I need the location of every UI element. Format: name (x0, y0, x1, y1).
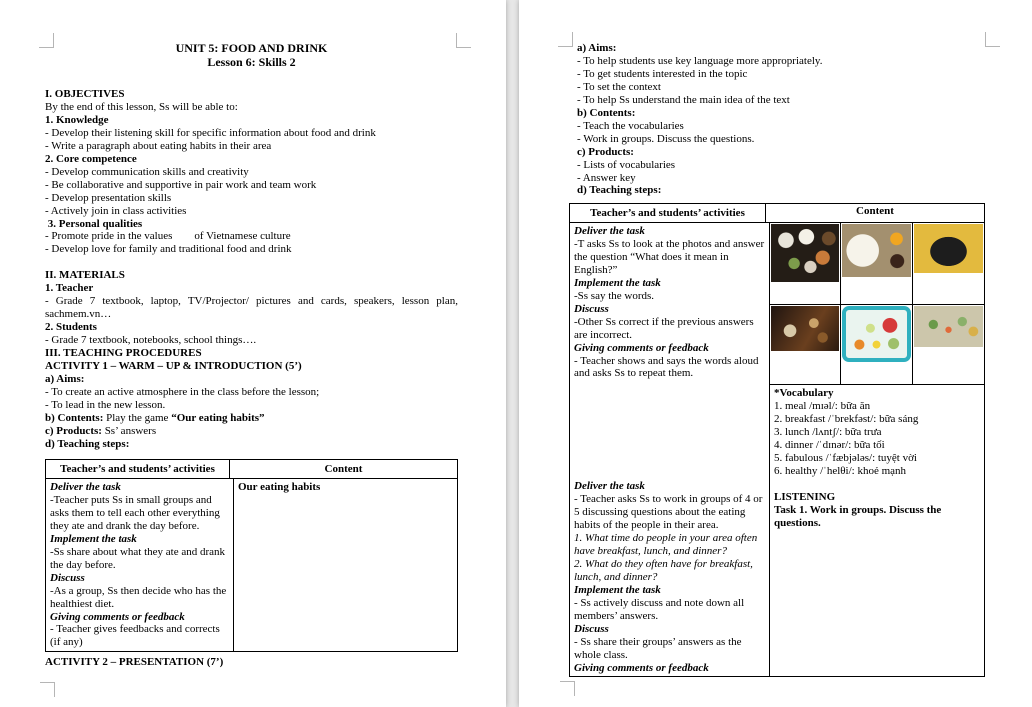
vocabulary-block (770, 385, 984, 531)
text-line: 1. meal /mɪəl/: bữa ăn (774, 399, 871, 412)
text-line: - Be collaborative and supportive in pair work and team work (45, 178, 317, 191)
activity2-heading (45, 656, 458, 669)
text-line: - Develop communication skills and creativity (45, 165, 249, 178)
photo-family-meal[interactable] (771, 224, 839, 282)
text-line: 2. What do they often have for breakfast, lunch, and dinner? (574, 558, 753, 584)
text-line: -Other Ss correct if the previous answers are incorrect. (574, 315, 754, 341)
text-line: Giving comments or feedback (50, 610, 185, 623)
text-line: 2. Core competence (45, 152, 137, 165)
text-line: - Write a paragraph about eating habits in their area (45, 139, 272, 152)
text-line: d) Teaching steps: (45, 437, 130, 450)
text-line: 6. healthy /ˈhelθi/: khoẻ mạnh (774, 464, 907, 477)
text-line: - Ss share their groups’ answers as the whole class. (574, 635, 742, 661)
table1-content-cell (234, 479, 457, 651)
text-line: 2. breakfast /ˈbrekfəst/: bữa sáng (774, 412, 919, 425)
photo-sushi-platter[interactable] (914, 224, 983, 273)
table1-activities-cell (46, 479, 234, 651)
page1-body-text (45, 88, 458, 451)
text-line: ACTIVITY 1 – WARM – UP & INTRODUCTION (5’) (45, 360, 302, 372)
photo-healthy-food[interactable] (914, 306, 983, 347)
text-line: - Develop their listening skill for specific information about food and drink (45, 126, 376, 139)
text-line: LISTENING (774, 490, 836, 503)
table1-body-row (46, 479, 457, 651)
text-line: Task 1. Work in groups. Discuss the questions. (774, 503, 942, 529)
text-line: - Ss actively discuss and note down all members’ answers. (574, 597, 745, 622)
text-line: 5. fabulous /ˈfæbjələs/: tuyệt vời (774, 451, 917, 464)
text-line: -As a group, Ss then decide who has the healthiest diet. (50, 584, 227, 610)
text-line: Giving comments or feedback (574, 341, 709, 354)
text-line: - To set the context (577, 80, 661, 93)
text-line: d) Teaching steps: (577, 184, 662, 197)
margin-corner-mark (558, 32, 573, 47)
text-line: - Develop love for family and traditional food and drink (45, 243, 292, 256)
page2-body-text (577, 42, 984, 197)
text-line: a) Aims: (577, 42, 617, 54)
text-line: By the end of this lesson, Ss will be able to: (45, 100, 238, 113)
margin-corner-mark (456, 33, 471, 48)
text-line: -Teacher puts Ss in small groups and asks them to tell each other everything they ate and drank the day before. (50, 493, 220, 532)
photo-healthy-food-cell (913, 305, 984, 384)
text-line: Deliver the task (574, 225, 645, 237)
text-line: ACTIVITY 2 – PRESENTATION (7’) (45, 656, 224, 668)
text-line: UNIT 5: FOOD AND DRINK (175, 41, 328, 55)
text-line: Lesson 6: Skills 2 (207, 54, 296, 69)
food-photos-grid (770, 223, 984, 385)
text-line: -T asks Ss to look at the photos and answer the question “What does it mean in English?” (574, 237, 765, 276)
text-line: Implement the task (50, 532, 137, 545)
text-line: - Work in groups. Discuss the questions. (577, 132, 755, 145)
text-line: b) Contents: (577, 106, 636, 119)
text-line: a) Aims: (45, 372, 85, 385)
text-line: - Grade 7 textbook, notebooks, school things…. (45, 334, 257, 347)
photo-lunch-box-cell (841, 305, 912, 384)
table2-header-content: Content (856, 205, 894, 217)
table2-header-row (570, 204, 984, 223)
text-line: I. OBJECTIVES (45, 88, 125, 100)
document-page-1[interactable] (0, 0, 506, 707)
text-line: b) Contents: Play the game “Our eating habits” (45, 411, 265, 424)
photo-dinner-table-cell (770, 305, 841, 384)
photo-breakfast-plate[interactable] (842, 224, 910, 277)
text-line: Implement the task (574, 584, 661, 597)
text-line: - To lead in the new lesson. (45, 398, 166, 411)
table1-header-content: Content (324, 463, 363, 475)
activities-block-1 (574, 225, 765, 380)
text-line: - Grade 7 textbook, laptop, TV/Projector/ pictures and cards, speakers, lesson plan, sachmem.vn… (45, 295, 458, 321)
text-line: - To help Ss understand the main idea of the text (577, 93, 790, 106)
text-line: 1. What time do people in your area often have breakfast, lunch, and dinner? (574, 532, 758, 558)
text-line: - Teacher shows and says the words aloud and asks Ss to repeat them. (574, 354, 759, 380)
text-line: Discuss (574, 622, 609, 635)
text-line (45, 256, 458, 269)
photo-breakfast-plate-cell (841, 223, 912, 305)
margin-corner-mark (40, 682, 55, 697)
table2-content-cell (770, 223, 984, 676)
photo-lunch-box[interactable] (842, 306, 910, 362)
photo-family-meal-cell (770, 223, 841, 305)
text-line: 3. Personal qualities (45, 217, 143, 230)
text-line: 3. lunch /lʌntʃ/: bữa trưa (774, 425, 882, 438)
teaching-steps-table-1 (45, 459, 458, 652)
text-line: -Ss say the words. (574, 289, 655, 302)
text-line (774, 478, 980, 491)
text-line: - Teacher gives feedbacks and corrects (if any) (50, 623, 220, 649)
text-line: -Ss share about what they ate and drank the day before. (50, 545, 226, 571)
text-line: - To get students interested in the topic (577, 67, 748, 80)
margin-corner-mark (985, 32, 1000, 47)
table1-header-row (46, 460, 457, 479)
photo-dinner-table[interactable] (771, 306, 839, 351)
text-line: - Teach the vocabularies (577, 119, 684, 132)
text-line: - Actively join in class activities (45, 204, 187, 217)
text-line: Deliver the task (50, 481, 121, 493)
photo-sushi-platter-cell (913, 223, 984, 305)
text-line: 2. Students (45, 321, 97, 334)
table2-body-row (570, 223, 984, 676)
text-line: Implement the task (574, 276, 661, 289)
text-line: III. TEACHING PROCEDURES (45, 347, 202, 360)
text-line: Deliver the task (574, 480, 645, 493)
text-line: - Develop presentation skills (45, 191, 172, 204)
text-line: - Teacher asks Ss to work in groups of 4 or 5 discussing questions about the eating habits of the people in their area. (574, 493, 763, 532)
document-page-2[interactable] (519, 0, 1032, 707)
text-line: Giving comments or feedback (574, 661, 709, 674)
text-line: 1. Teacher (45, 282, 94, 295)
text-line: 1. Knowledge (45, 113, 109, 126)
text-line: - To help students use key language more appropriately. (577, 54, 823, 67)
text-line: II. MATERIALS (45, 269, 125, 282)
text-line: Discuss (574, 302, 609, 315)
text-line: c) Products: (577, 145, 634, 158)
margin-corner-mark (560, 681, 575, 696)
table2-activities-cell (570, 223, 770, 676)
text-line: 4. dinner /ˈdɪnər/: bữa tối (774, 438, 885, 451)
text-line: Our eating habits (238, 481, 321, 493)
text-line: c) Products: Ss’ answers (45, 424, 157, 437)
lesson-title (45, 42, 458, 69)
blank-space (574, 380, 765, 480)
teaching-steps-table-2 (569, 203, 985, 677)
text-line: Discuss (50, 571, 85, 584)
text-line: - Answer key (577, 171, 636, 184)
table1-header-activities: Teacher’s and students’ activities (46, 460, 230, 478)
text-line: - Lists of vocabularies (577, 158, 676, 171)
text-line: - To create an active atmosphere in the class before the lesson; (45, 385, 320, 398)
activities-block-2 (574, 480, 765, 674)
table2-header-activities: Teacher’s and students’ activities (570, 204, 766, 222)
text-line: - Promote pride in the values of Vietnamese culture (45, 230, 291, 243)
text-line: *Vocabulary (774, 387, 834, 399)
